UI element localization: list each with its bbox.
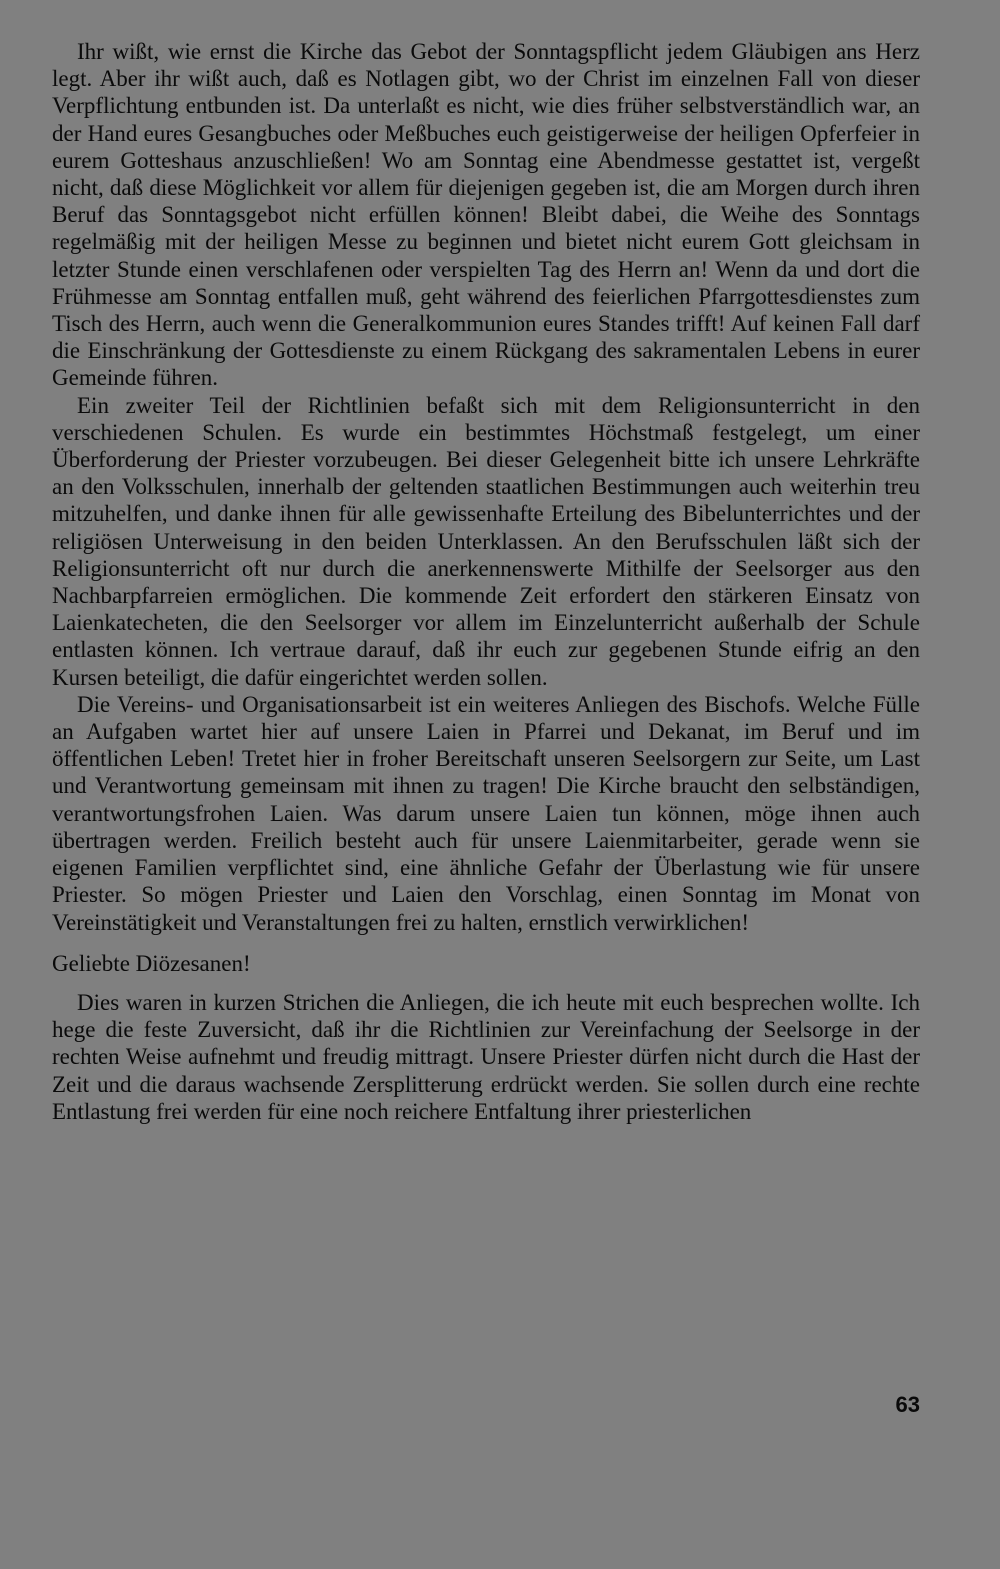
paragraph-closing: Dies waren in kurzen Strichen die Anliegen, die ich heute mit euch besprechen wollte. Ich hege die feste Zuversicht, daß ihr die Richtlinien zur Vereinfachung der Seelsorge in der rechten Weise aufnehmt und freudig mittragt. Unsere Priester dürfen nicht durch die Hast der Zeit und die daraus wachsende Zersplitterung erdrückt werden. Sie sollen durch eine rechte Entlastung frei werden für eine noch reichere Entfaltung ihrer priesterlichen: [52, 989, 920, 1124]
salutation: Geliebte Diözesanen!: [52, 950, 251, 976]
paragraph-religious-instruction: Ein zweiter Teil der Richtlinien befaßt sich mit dem Religionsunterricht in den verschiedenen Schulen. Es wurde ein bestimmtes Höchstmaß festgelegt, um einer Überforderung der Priester vorzubeugen. Bei dieser Gelegenheit bitte ich unsere Lehrkräfte an den Volksschulen, innerhalb der geltenden staatlichen Bestimmungen auch weiterhin treu mitzuhelfen, und danke ihnen für alle gewissenhafte Erteilung des Bibelunterrichtes und der religiösen Unterweisung in den beiden Unterklassen. An den Berufsschulen läßt sich der Religionsunterricht oft nur durch die anerkennenswerte Mithilfe der Seelsorger aus den Nachbarpfarreien ermöglichen. Die kommende Zeit erfordert den stärkeren Einsatz von Laienkatecheten, die den Seelsorger vor allem im Einzelunterricht außerhalb der Schule entlasten können. Ich vertraue darauf, daß ihr euch zur gegebenen Stunde eifrig an den Kursen beteiligt, die dafür eingerichtet werden sollen.: [52, 392, 920, 690]
page-number: 63: [895, 1392, 920, 1417]
paragraph-associations: Die Vereins- und Organisationsarbeit ist ein weiteres Anliegen des Bischofs. Welche Fülle an Aufgaben wartet hier auf unsere Laien in Pfarrei und Dekanat, im Beruf und im öffentlichen Leben! Tretet hier in froher Bereitschaft unseren Seelsorgern zur Seite, um Last und Verantwortung gemeinsam mit ihnen zu tragen! Die Kirche braucht den selbständigen, verantwortungsfrohen Laien. Was darum unsere Laien tun können, möge ihnen auch übertragen werden. Freilich besteht auch für unsere Laienmitarbeiter, gerade wenn sie eigenen Familien verpflichtet sind, eine ähnliche Gefahr der Überlastung wie für unsere Priester. So mögen Priester und Laien den Vorschlag, einen Sonntag im Monat von Vereinstätigkeit und Veranstaltungen frei zu halten, ernstlich verwirklichen!: [52, 691, 920, 935]
paragraph-sunday-obligation: Ihr wißt, wie ernst die Kirche das Gebot der Sonntagspflicht jedem Gläubigen ans Herz legt. Aber ihr wißt auch, daß es Notlagen gibt, wo der Christ im einzelnen Fall von dieser Verpflichtung entbunden ist. Da unterlaßt es nicht, wie dies früher selbstverständlich war, an der Hand eures Gesangbuches oder Meßbuches euch geistigerweise der heiligen Opferfeier in eurem Gotteshaus anzuschließen! Wo am Sonntag eine Abendmesse gestattet ist, vergeßt nicht, daß diese Möglichkeit vor allem für diejenigen gegeben ist, die am Morgen durch ihren Beruf das Sonntagsgebot nicht erfüllen können! Bleibt dabei, die Weihe des Sonntags regelmäßig mit der heiligen Messe zu beginnen und bietet nicht eurem Gott gleichsam in letzter Stunde einen verschlafenen oder verspielten Tag des Herrn an! Wenn da und dort die Frühmesse am Sonntag entfallen muß, geht während des feierlichen Pfarrgottesdienstes zum Tisch des Herrn, auch wenn die Generalkommunion eures Standes trifft! Auf keinen Fall darf die Einschränkung der Gottesdienste zu einem Rückgang des sakramentalen Lebens in eurer Gemeinde führen.: [52, 39, 920, 391]
page-body: [52, 38, 920, 1125]
